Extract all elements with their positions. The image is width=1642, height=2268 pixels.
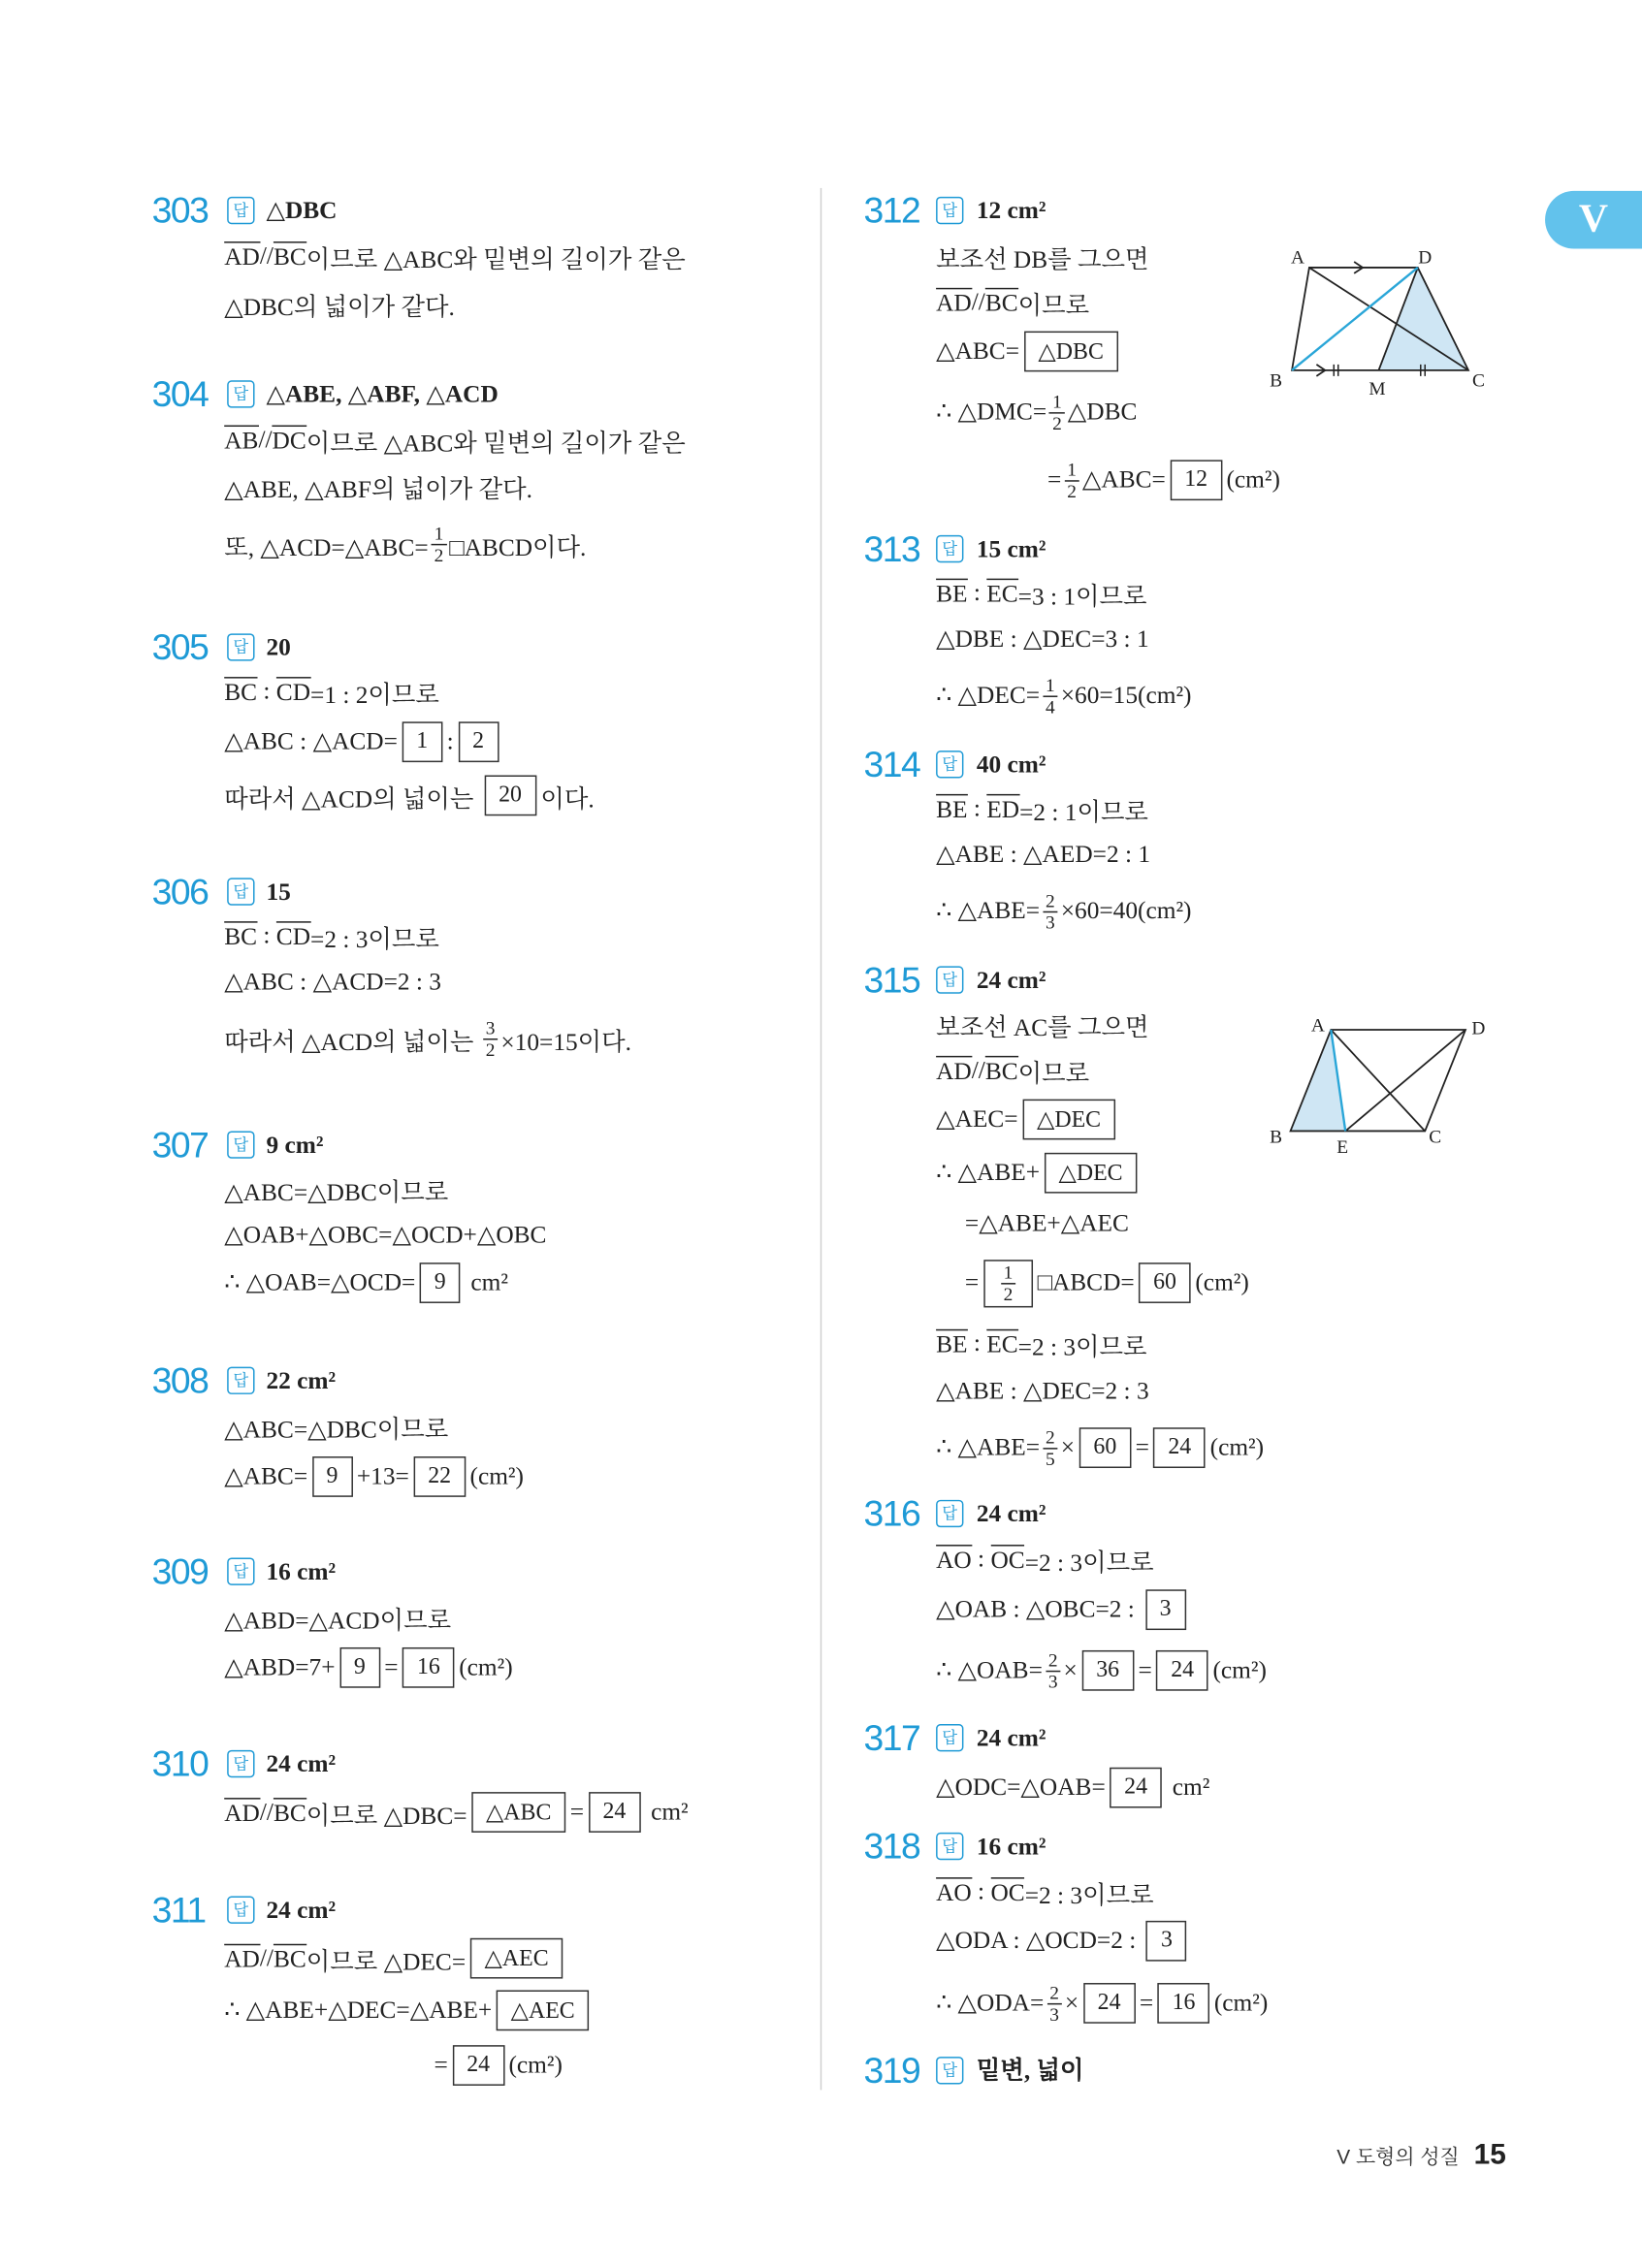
answer-text: △ABE, △ABF, △ACD [266, 380, 499, 408]
text-run: ∴ △DMC= [936, 398, 1047, 426]
solution-line [224, 1783, 688, 1841]
answer-box: 3 [1146, 1921, 1187, 1962]
solution-line [224, 713, 502, 771]
problem-number: 319 [863, 2051, 920, 2092]
fraction-numerator: 3 [483, 1017, 499, 1038]
problem-number: 304 [151, 374, 209, 416]
answer-box: 24 [1156, 1650, 1208, 1691]
answer-box: △AEC [497, 1990, 590, 2030]
text-run: ∴ △ABE+ [936, 1158, 1041, 1187]
answer-text: 40 cm² [976, 751, 1046, 779]
answer-text: 15 cm² [976, 534, 1046, 563]
segment-overline: DC [272, 426, 306, 454]
problem-number: 313 [863, 528, 920, 570]
answer-text: 24 cm² [266, 1749, 337, 1778]
segment-overline: BC [224, 677, 258, 706]
answer-text: △DBC [266, 196, 338, 225]
answer-badge-icon: 답 [936, 1833, 963, 1860]
segment-overline: AD [936, 288, 972, 316]
solution-line [224, 1930, 567, 1988]
text-run: cm² [644, 1798, 689, 1826]
segment-overline: BC [224, 921, 258, 950]
text-run: △ODC=△OAB= [936, 1773, 1106, 1802]
answer-badge-icon: 답 [936, 2057, 963, 2084]
answer-box [983, 1259, 1033, 1306]
answer-box: 3 [1145, 1589, 1186, 1630]
text-run: : [257, 677, 276, 705]
answer-box: 9 [339, 1647, 380, 1688]
answer-badge-icon: 답 [936, 535, 963, 562]
text-run: ∴ △ABE= [936, 1433, 1041, 1461]
problem-number: 316 [863, 1493, 920, 1535]
answer-badge-icon: 답 [936, 1500, 963, 1527]
answer-box: △DBC [1024, 332, 1118, 372]
text-run: (cm²) [1195, 1268, 1249, 1296]
solution-line [224, 767, 595, 825]
vertex-label-a: A [1290, 247, 1304, 269]
problem-number: 314 [863, 745, 920, 785]
segment-overline: BC [273, 1798, 306, 1827]
text-run: △DBC [1067, 398, 1138, 426]
text-run: △ABC=△DBC이므로 [224, 1177, 449, 1206]
solution-line [224, 1588, 451, 1646]
answer-box: 24 [1153, 1427, 1206, 1468]
solution-line [224, 1009, 631, 1068]
segment-ed [1345, 1030, 1465, 1131]
segment-overline: AD [224, 1944, 260, 1972]
text-run: (cm²) [1212, 1655, 1267, 1684]
answer-text: 12 cm² [976, 196, 1046, 225]
fraction [1049, 391, 1065, 432]
answer-box: 9 [420, 1262, 461, 1303]
answer-badge-icon: 답 [936, 1724, 963, 1751]
answer-box: 24 [1083, 1983, 1136, 2024]
answer-box: 1 [402, 721, 442, 762]
text-run: 따라서 △ACD의 넓이는 [224, 1027, 480, 1056]
solution-line [965, 1195, 1129, 1253]
text-run: cm² [465, 1268, 509, 1296]
text-run: // [258, 425, 273, 453]
text-run: 이므로 [1017, 1059, 1090, 1087]
answer-badge-icon: 답 [227, 1750, 254, 1777]
text-run: (cm²) [1226, 465, 1280, 494]
answer-text: 밑변, 넓이 [976, 2057, 1084, 2085]
text-run: ×60=40(cm²) [1060, 896, 1192, 925]
text-run: = [1135, 1433, 1149, 1461]
text-run: =2 : 3이므로 [1017, 1332, 1147, 1360]
segment-overline: BC [984, 1056, 1018, 1084]
fraction-numerator: 1 [1064, 460, 1079, 481]
text-run: = [964, 1268, 980, 1296]
segment-overline: AD [224, 241, 260, 271]
solution-line [224, 457, 532, 515]
problem-number: 312 [863, 190, 920, 232]
answer-badge-icon: 답 [227, 878, 254, 905]
vertex-label-a: A [1310, 1015, 1325, 1037]
answer-text: 24 cm² [266, 1896, 337, 1924]
answer-box: 9 [312, 1456, 353, 1497]
text-run: △ABC= [936, 336, 1020, 365]
fraction [1046, 1982, 1062, 2024]
text-run: △ABE : △AED=2 : 1 [936, 840, 1151, 868]
solution-line [936, 1091, 1119, 1149]
page-number: 15 [1473, 2139, 1506, 2171]
text-run: // [259, 1798, 274, 1826]
answer-text: 16 cm² [976, 1832, 1046, 1861]
fraction-numerator: 1 [1049, 391, 1065, 412]
vertex-label-b: B [1270, 370, 1283, 392]
answer-box: △DEC [1045, 1153, 1138, 1194]
text-run: ∴ △ABE+△DEC=△ABE+ [224, 1996, 493, 2024]
text-run: 또, △ACD=△ABC= [224, 532, 429, 561]
solution-line [224, 662, 439, 720]
text-run: △ODA : △OCD=2 : [936, 1926, 1143, 1955]
fraction-numerator: 2 [1043, 890, 1058, 911]
text-run: △ABC : △ACD= [224, 727, 398, 755]
answer-box: △ABC [471, 1792, 565, 1833]
solution-line [224, 1639, 512, 1697]
answer-text: 22 cm² [266, 1366, 337, 1394]
fraction-numerator: 2 [1046, 1982, 1062, 2003]
text-run: : [971, 1877, 991, 1905]
fraction-numerator: 1 [1001, 1262, 1016, 1283]
text-run: (cm²) [1209, 1433, 1265, 1461]
fraction [1043, 1426, 1058, 1468]
fraction-denominator: 2 [434, 543, 444, 565]
fraction-denominator: 3 [1046, 910, 1055, 933]
text-run: =3 : 1이므로 [1017, 582, 1147, 610]
fraction [483, 1017, 499, 1059]
segment-overline: OC [990, 1545, 1025, 1574]
text-run: △ABC : △ACD=2 : 3 [224, 967, 441, 996]
vertex-label-d: D [1418, 247, 1433, 269]
fraction-denominator: 2 [1003, 1282, 1014, 1304]
text-run: ×60=15(cm²) [1060, 681, 1192, 709]
figure-312 [1259, 239, 1505, 405]
fraction-denominator: 4 [1046, 694, 1055, 718]
text-run: □ABCD이다. [449, 532, 587, 561]
figure-315 [1259, 1006, 1505, 1165]
segment-overline: AD [224, 1798, 260, 1827]
page-footer [1336, 2139, 1506, 2172]
text-run: =2 : 3이므로 [1024, 1548, 1154, 1577]
problem-number: 318 [863, 1826, 920, 1868]
problem-number: 315 [863, 960, 920, 1002]
text-run: : [967, 578, 987, 606]
vertex-label-b: B [1270, 1127, 1283, 1148]
solution-line [936, 1581, 1190, 1639]
text-run: ∴ △OAB=△OCD= [224, 1268, 416, 1296]
text-run: // [971, 1055, 985, 1084]
solution-line [434, 2036, 562, 2094]
segment-overline: BE [936, 579, 968, 607]
segment-overline: OC [990, 1877, 1025, 1906]
text-run: =2 : 3이므로 [310, 924, 439, 953]
chapter-tab [1545, 191, 1642, 249]
text-run: △ABC= [224, 1462, 308, 1490]
text-run: 이므로 △ABC와 밑변의 길이가 같은 [306, 429, 686, 457]
segment-overline: AO [936, 1545, 972, 1574]
text-run: = [1046, 465, 1062, 494]
text-run: (cm²) [1213, 1988, 1269, 2017]
segment-overline: BC [984, 288, 1018, 316]
solution-line [936, 1912, 1191, 1970]
fraction [1001, 1262, 1016, 1303]
segment-overline: EC [986, 1329, 1018, 1358]
segment-overline: CD [275, 677, 311, 706]
problem-number: 307 [151, 1125, 209, 1166]
answer-text: 9 cm² [266, 1131, 324, 1159]
answer-box: 24 [589, 1792, 641, 1833]
problem-number: 305 [151, 627, 209, 669]
segment-overline: EC [986, 579, 1018, 607]
problem-number: 311 [151, 1890, 206, 1932]
solution-line [224, 953, 441, 1011]
fraction-numerator: 2 [1046, 1649, 1061, 1671]
text-run: (cm²) [508, 2051, 563, 2079]
text-run: × [1064, 1988, 1079, 2017]
solution-line [224, 1254, 508, 1312]
fraction-denominator: 3 [1049, 2002, 1059, 2025]
solution-line [1047, 451, 1280, 509]
text-run: △DBC의 넓이가 같다. [224, 293, 455, 321]
answer-box: 16 [1158, 1983, 1210, 2024]
text-run: ×10=15이다. [500, 1027, 632, 1056]
answer-box: 20 [484, 776, 536, 816]
solution-line [965, 1254, 1249, 1312]
problem-number: 317 [863, 1718, 920, 1759]
fraction-denominator: 2 [485, 1038, 496, 1060]
text-run: 보조선 DB를 그으면 [936, 244, 1149, 273]
text-run: ∴ △OAB= [936, 1655, 1043, 1684]
text-run: : [971, 1545, 991, 1573]
segment-overline: AO [936, 1877, 972, 1906]
text-run: ∴ △ABE= [936, 896, 1041, 925]
fraction-denominator: 2 [1067, 479, 1077, 501]
answer-text: 24 cm² [976, 966, 1046, 994]
answer-text: 24 cm² [976, 1499, 1046, 1528]
answer-box: 60 [1079, 1427, 1131, 1468]
text-run: = [384, 1652, 399, 1681]
solution-line [224, 515, 586, 573]
solution-line [224, 1982, 594, 2040]
fraction-denominator: 3 [1047, 1670, 1058, 1692]
text-run: △DBE : △DEC=3 : 1 [936, 624, 1149, 653]
answer-text: 16 cm² [266, 1557, 337, 1585]
text-run: (cm²) [469, 1462, 524, 1490]
problem-number: 306 [151, 872, 209, 913]
chapter-title: V 도형의 성질 [1336, 2144, 1460, 2168]
text-run: △OAB : △OBC=2 : [936, 1595, 1142, 1623]
text-run: □ABCD= [1037, 1268, 1135, 1296]
segment-overline: CD [275, 921, 311, 950]
text-run: △AEC= [936, 1104, 1018, 1133]
text-run: △ABC= [1081, 465, 1166, 494]
answer-badge-icon: 답 [227, 1131, 254, 1158]
fraction-numerator: 2 [1043, 1426, 1058, 1448]
text-run: +13= [356, 1462, 409, 1490]
answer-box: 36 [1081, 1650, 1134, 1691]
fraction-numerator: 1 [1043, 675, 1058, 696]
fraction [432, 523, 447, 564]
fraction-denominator: 2 [1052, 411, 1062, 433]
segment-overline: AD [936, 1056, 972, 1084]
vertex-label-m: M [1368, 379, 1386, 400]
solution-line [936, 1759, 1209, 1817]
problem-number: 310 [151, 1743, 209, 1785]
answer-badge-icon: 답 [227, 1367, 254, 1394]
text-run: △ABE : △DEC=2 : 3 [936, 1377, 1149, 1405]
text-run: △OAB+△OBC=△OCD+△OBC [224, 1220, 547, 1249]
text-run: 이므로 △DBC= [306, 1801, 467, 1830]
answer-badge-icon: 답 [227, 1557, 254, 1584]
segment-overline: BC [273, 1944, 306, 1972]
problem-number: 303 [151, 190, 209, 232]
solution-line [936, 882, 1191, 941]
answer-text: 20 [266, 633, 291, 661]
answer-badge-icon: 답 [936, 966, 963, 993]
text-run: : [967, 1328, 987, 1358]
segment-overline: BC [273, 241, 306, 271]
fraction-denominator: 5 [1046, 1447, 1055, 1469]
text-run: × [1063, 1655, 1078, 1684]
solution-line [936, 323, 1122, 381]
answer-box: 12 [1170, 460, 1222, 500]
text-run: : [446, 727, 454, 755]
segment-overline: BE [936, 794, 968, 822]
segment-overline: ED [986, 794, 1020, 822]
solution-line [936, 1419, 1264, 1477]
answer-box: 24 [452, 2045, 504, 2086]
text-run: 이다. [540, 784, 595, 813]
solution-line [224, 274, 455, 333]
answer-text: 15 [266, 878, 291, 906]
fraction [1043, 890, 1058, 932]
vertex-label-d: D [1471, 1018, 1486, 1039]
fraction [1043, 675, 1058, 717]
solution-line [936, 1974, 1268, 2032]
shaded-triangle-dmc [1379, 268, 1468, 370]
segment-ac [1331, 1030, 1425, 1131]
text-run: (cm²) [459, 1652, 513, 1681]
answer-badge-icon: 답 [227, 380, 254, 407]
solution-line [224, 1397, 448, 1455]
segment-overline: AB [224, 426, 259, 454]
text-run: =△ABE+△AEC [964, 1209, 1129, 1237]
answer-box: △DEC [1022, 1100, 1115, 1140]
text-run: △ABD=7+ [224, 1652, 336, 1681]
text-run: : [967, 793, 987, 822]
chapter-tab-label: V [1578, 196, 1609, 242]
text-run: =2 : 3이므로 [1024, 1880, 1154, 1909]
answer-box: 22 [413, 1456, 466, 1497]
text-run: 따라서 △ACD의 넓이는 [224, 784, 480, 813]
text-run: △ABC=△DBC이므로 [224, 1415, 449, 1443]
text-run: // [971, 287, 985, 316]
text-run: ∴ △DEC= [936, 681, 1041, 709]
vertex-label-e: E [1336, 1136, 1349, 1158]
vertex-label-c: C [1429, 1127, 1442, 1148]
answer-box: 60 [1139, 1262, 1191, 1303]
solution-line [936, 610, 1149, 668]
solution-line [936, 826, 1150, 884]
problem-number: 308 [151, 1360, 209, 1402]
answer-badge-icon: 답 [227, 633, 254, 660]
problem-number: 309 [151, 1551, 209, 1593]
solution-line [936, 1530, 1153, 1588]
text-run: 보조선 AC를 그으면 [936, 1012, 1149, 1041]
fraction [1064, 460, 1079, 501]
text-run: // [259, 241, 274, 270]
vertex-label-c: C [1471, 370, 1485, 392]
solution-line [936, 1362, 1149, 1421]
text-run: = [1139, 1988, 1154, 2017]
text-run: △ABD=△ACD이므로 [224, 1606, 452, 1634]
text-run: : [257, 921, 276, 949]
answer-box: 16 [402, 1647, 455, 1688]
text-run: △ABE, △ABF의 넓이가 같다. [224, 475, 532, 503]
text-run: // [259, 1943, 274, 1972]
text-run: = [434, 2051, 448, 2079]
text-run: 이므로 [1017, 291, 1090, 319]
text-run: ∴ △ODA= [936, 1988, 1045, 2017]
answer-text: 24 cm² [976, 1724, 1046, 1752]
text-run: = [569, 1798, 585, 1826]
solution-line [936, 383, 1137, 441]
solution-line [936, 667, 1191, 725]
fraction-numerator: 1 [432, 523, 447, 544]
answer-box: △AEC [470, 1938, 563, 1979]
text-run: 이므로 △DEC= [306, 1947, 467, 1975]
text-run: =1 : 2이므로 [310, 680, 439, 709]
answer-box: 24 [1110, 1768, 1162, 1808]
solution-line [224, 1448, 524, 1506]
answer-badge-icon: 답 [227, 1897, 254, 1924]
answer-badge-icon: 답 [936, 751, 963, 778]
text-run: =2 : 1이므로 [1019, 797, 1148, 825]
text-run: cm² [1166, 1773, 1210, 1802]
answer-badge-icon: 답 [227, 197, 254, 224]
solution-line [936, 1642, 1267, 1700]
fraction [1046, 1649, 1061, 1691]
segment-overline: BE [936, 1329, 968, 1358]
solution-line [936, 1144, 1142, 1202]
answer-box: 2 [458, 721, 499, 762]
text-run: = [1138, 1655, 1152, 1684]
text-run: 이므로 △ABC와 밑변의 길이가 같은 [306, 244, 686, 273]
answer-badge-icon: 답 [936, 197, 963, 224]
text-run: × [1060, 1433, 1076, 1461]
